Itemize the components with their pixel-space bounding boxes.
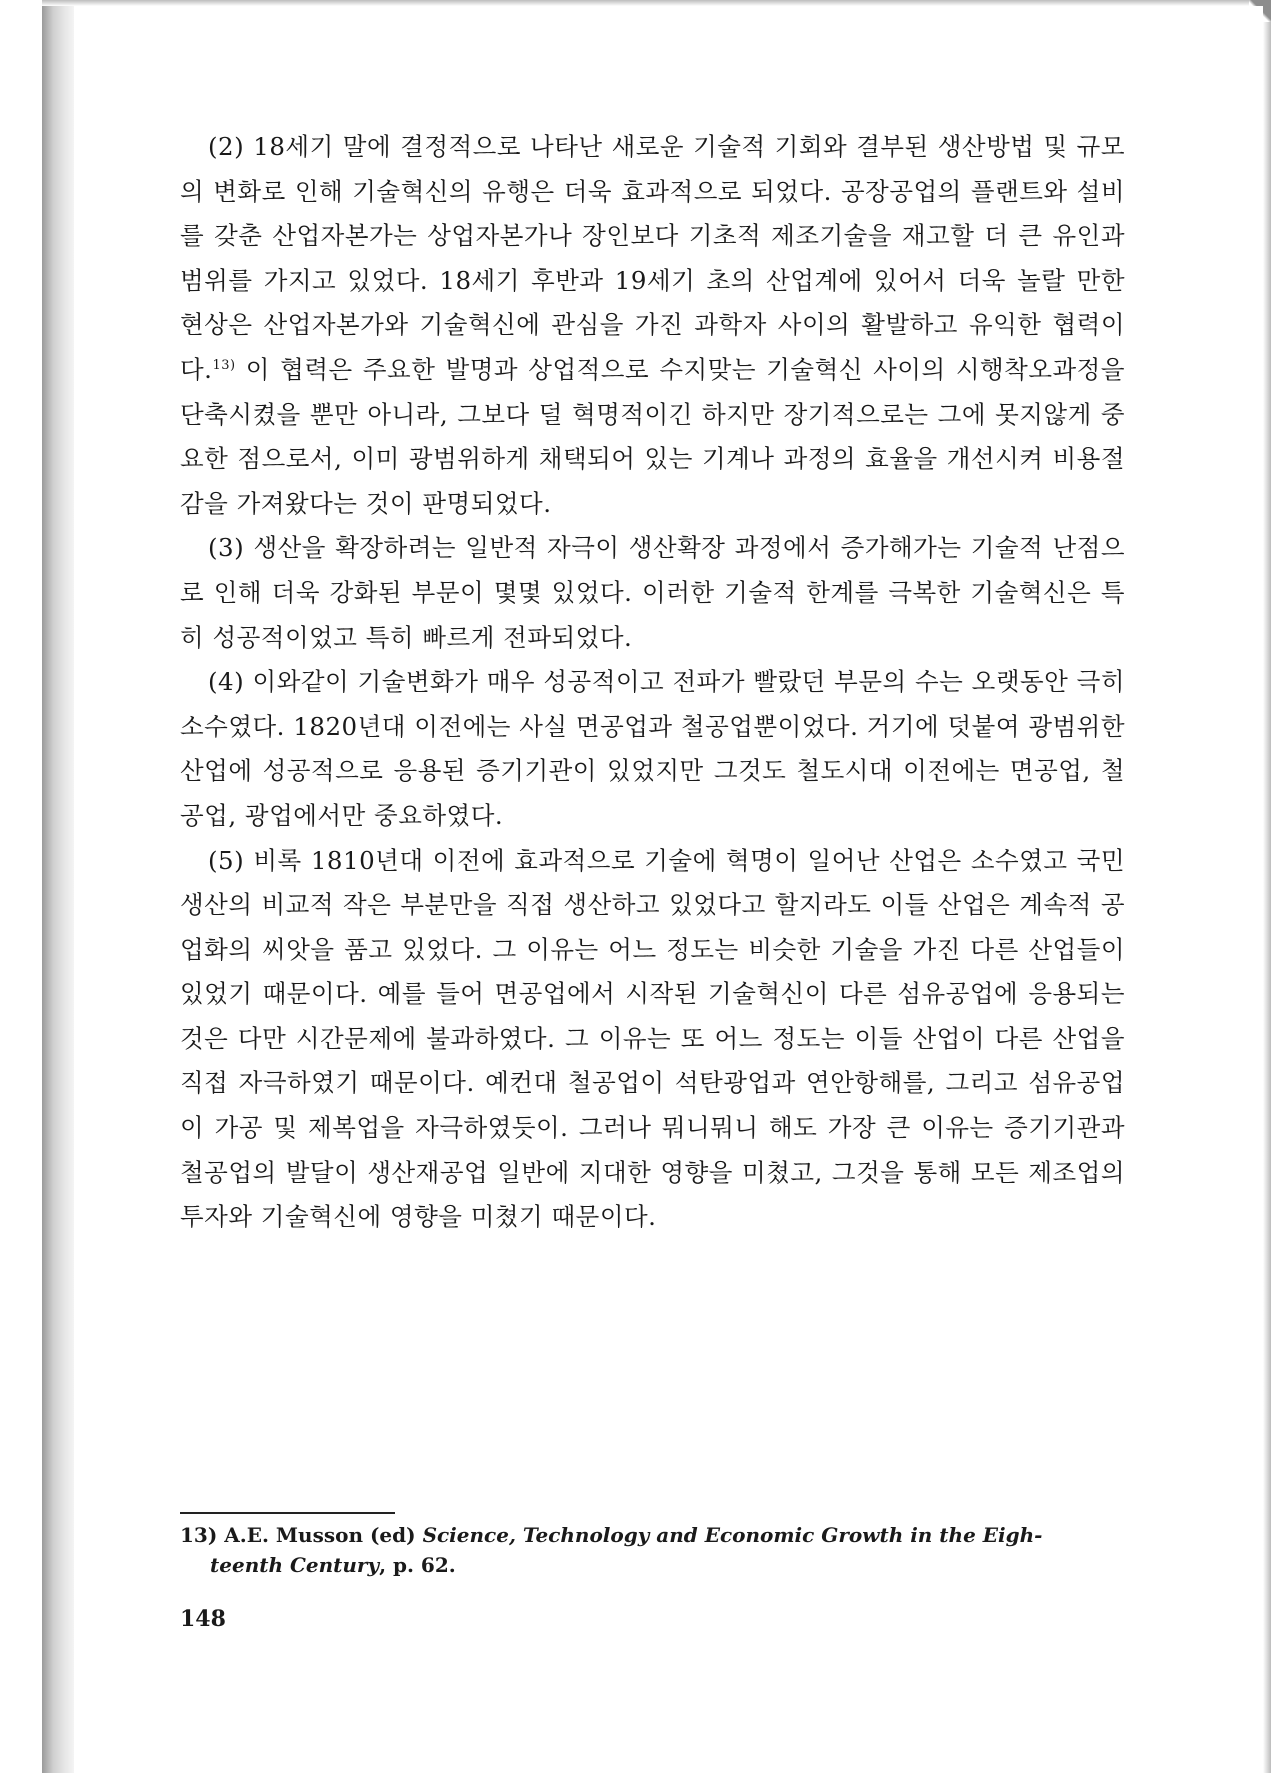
page-spine-edge — [42, 0, 74, 1773]
footnote-author: A.E. Musson (ed) — [224, 1523, 416, 1547]
paragraph-5: (5) 비록 1810년대 이전에 효과적으로 기술에 혁명이 일어난 산업은 소수였고 국민생산의 비교적 작은 부분만을 직접 생산하고 있었다고 할지라도 이들 산업은 계속적 공업화의 씨앗을 품고 있었다. 그 이유는 어느 정도는 비슷한 기술을 가진 다른 산업들이 있었기 때문이다. 예를 들어 면공업에서 시작된 기술혁신이 다른 섬유공업에 응용되는 것은 다만 시간문제에 불과하였다. 그 이유는 또 어느 정도는 이들 산업이 다른 산업을 직접 자극하였기 때문이다. 예컨대 철공업이 석탄광업과 연안항해를, 그리고 섬유공업이 가공 및 제복업을 자극하였듯이. 그러나 뭐니뭐니 해도 가장 큰 이유는 증기기관과 철공업의 발달이 생산재공업 일반에 지대한 영향을 미쳤고, 그것을 통해 모든 제조업의 투자와 기술혁신에 영향을 미쳤기 때문이다. — [180, 845, 1125, 1232]
paragraph-2-text-continued: 이 협력은 주요한 발명과 상업적으로 수지맞는 기술혁신 사이의 시행착오과정을 단축시켰을 뿐만 아니라, 그보다 덜 혁명적이긴 하지만 장기적으로는 그에 못지않게 중요한 점으로서, 이미 광범위하게 채택되어 있는 기계나 과정의 효율을 개선시켜 비용절감을 가져왔다는 것이 판명되었다. — [180, 354, 1125, 518]
footnote-divider — [180, 1512, 395, 1514]
page-right-edge — [1263, 0, 1271, 1773]
footnote-number: 13) — [180, 1523, 218, 1547]
paragraph-2-text: (2) 18세기 말에 결정적으로 나타난 새로운 기술적 기회와 결부된 생산방법 및 규모의 변화로 인해 기술혁신의 유행은 더욱 효과적으로 되었다. 공장공업의 플랜트와 설비를 갖춘 산업자본가는 상업자본가나 장인보다 기초적 제조기술을 재고할 더 큰 유인과 범위를 가지고 있었다. 18세기 후반과 19세기 초의 산업계에 있어서 더욱 놀랄 만한 현상은 산업자본가와 기술혁신에 관심을 가진 과학자 사이의 활발하고 유익한 협력이다. — [180, 132, 1125, 384]
footnote-page-ref: , p. 62. — [379, 1553, 456, 1577]
footnote — [180, 1520, 1125, 1580]
footnote-reference: 13) — [212, 357, 236, 373]
body-text — [180, 125, 1125, 1240]
footnote-title-line1: Science, Technology and Economic Growth in the Eigh- — [422, 1523, 1043, 1547]
page-number: 148 — [180, 1606, 226, 1632]
paragraph-3: (3) 생산을 확장하려는 일반적 자극이 생산확장 과정에서 증가해가는 기술적 난점으로 인해 더욱 강화된 부문이 몇몇 있었다. 이러한 기술적 한계를 극복한 기술혁신은 특히 성공적이었고 특히 빠르게 전파되었다. — [180, 533, 1125, 652]
paragraph-4: (4) 이와같이 기술변화가 매우 성공적이고 전파가 빨랐던 부문의 수는 오랫동안 극히 소수였다. 1820년대 이전에는 사실 면공업과 철공업뿐이었다. 거기에 덧붙여 광범위한 산업에 성공적으로 응용된 증기기관이 있었지만 그것도 철도시대 이전에는 면공업, 철공업, 광업에서만 중요하였다. — [180, 667, 1125, 830]
paragraph-2 — [180, 125, 1125, 526]
footnote-title-line2: teenth Century — [210, 1553, 380, 1577]
